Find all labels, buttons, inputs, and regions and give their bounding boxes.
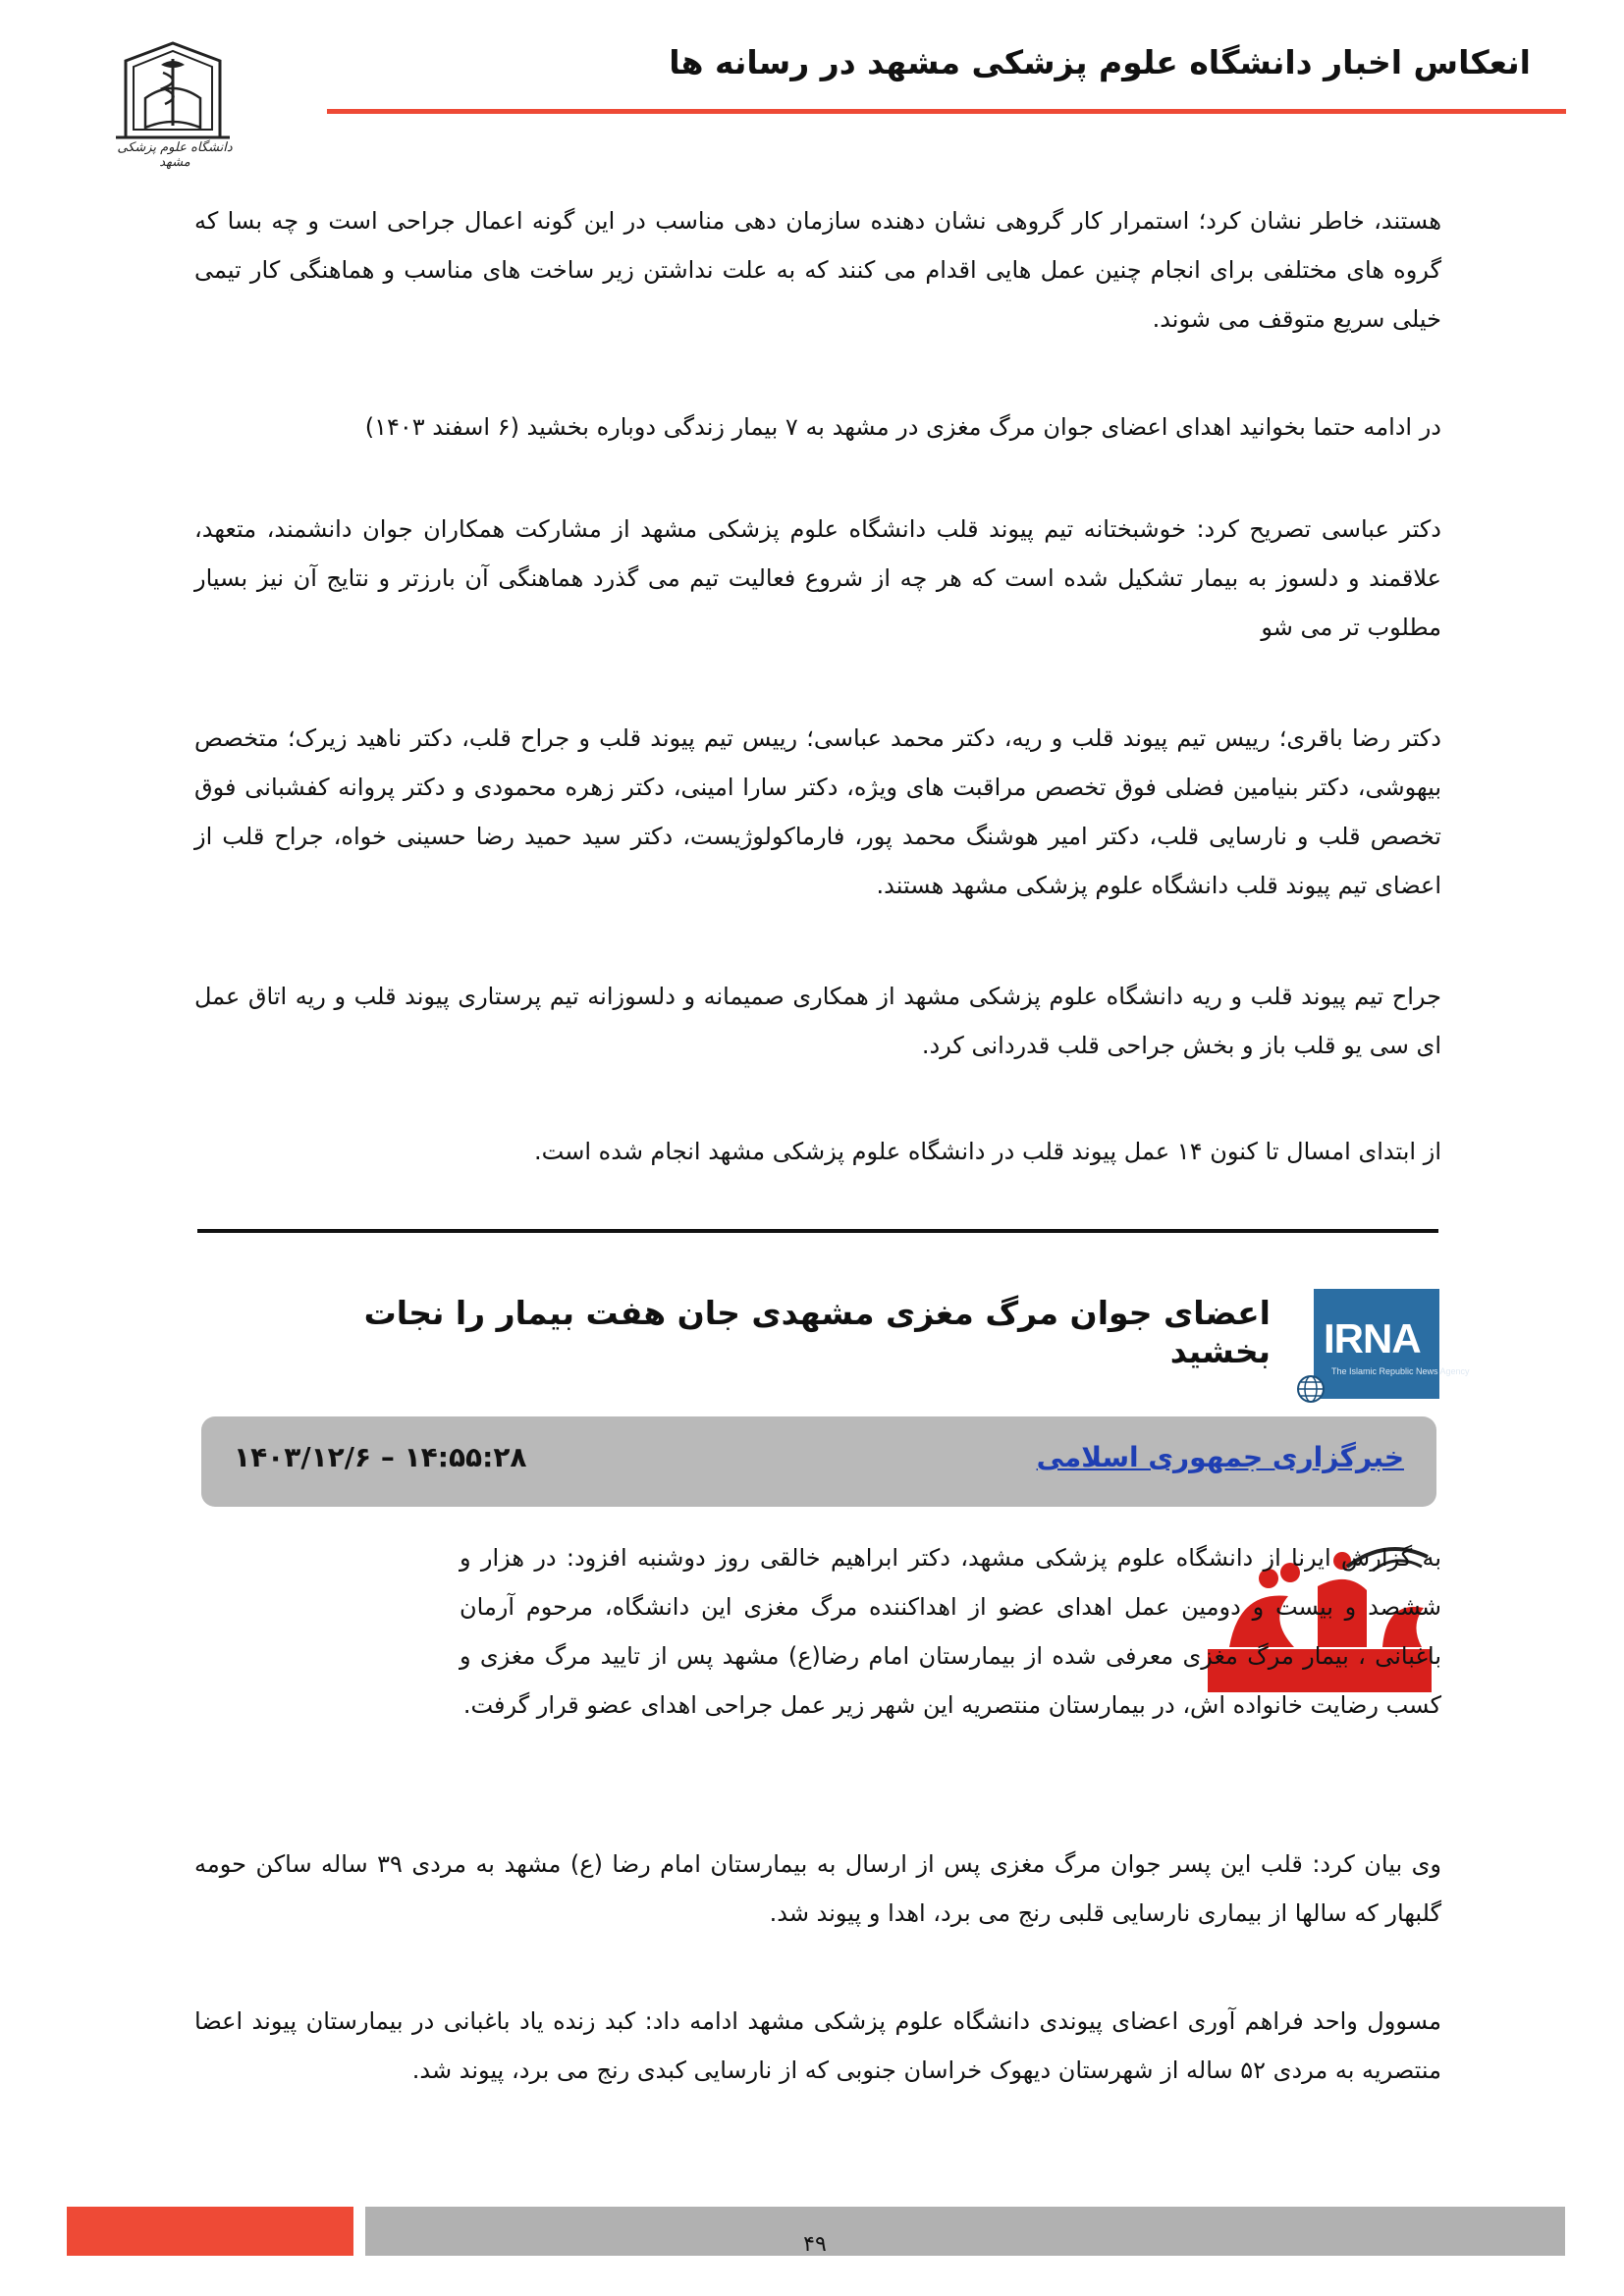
header-divider bbox=[327, 109, 1566, 114]
paragraph-4: دکتر رضا باقری؛ رییس تیم پیوند قلب و ریه، دکتر محمد عباسی؛ رییس تیم پیوند قلب و جراح قلب، دکتر ناهید زیرک؛ متخصص بیهوشی، دکتر بنیامین فضلی فوق تخصص مراقبت های ویژه، دکتر سارا امینی، دکتر زهره محمودی و دکتر پروانه کفشبانی فوق تخصص قلب و نارسایی قلب، دکتر امیر هوشنگ محمد پور، فارماکولوژیست، دکتر سید حمید رضا حسینی خواه، جراح قلب از اعضای تیم پیوند قلب دانشگاه علوم پزشکی مشهد هستند. bbox=[194, 724, 1441, 899]
article-paragraph-1: به گزارش ایرنا از دانشگاه علوم پزشکی مشهد، دکتر ابراهیم خالقی روز دوشنبه افزود: در هزار و ششصد و بیست و دومین عمل اهدای عضو از اهداکننده مرگ مغزی این دانشگاه، مرحوم آرمان باغبانی ، بیمار مرگ مغزی معرفی شده از بیمارستان امام رضا(ع) مشهد پس از تایید مرگ مغزی و کسب رضایت خانواده اش، در بیمارستان منتصریه این شهر زیر عمل جراحی اهدای عضو قرار گرفت. bbox=[460, 1544, 1441, 1719]
article-paragraph-3: مسوول واحد فراهم آوری اعضای پیوندی دانشگاه علوم پزشکی مشهد ادامه داد: کبد زنده یاد باغبانی در بیمارستان پیوند اعضا منتصریه به مردی ۵۲ ساله از شهرستان دیهوک خراسان جنوبی که از نارسایی کبدی رنج می برد، پیوند شد. bbox=[194, 2007, 1441, 2084]
footer-bar bbox=[365, 2207, 1565, 2256]
page-header-title: انعکاس اخبار دانشگاه علوم پزشکی مشهد در رسانه ها bbox=[669, 43, 1531, 81]
paragraph-6: از ابتدای امسال تا کنون ۱۴ عمل پیوند قلب در دانشگاه علوم پزشکی مشهد انجام شده است. bbox=[534, 1138, 1441, 1165]
logo-caption: دانشگاه علوم پزشکی مشهد bbox=[117, 140, 233, 170]
source-link[interactable]: خبرگزاری جمهوری اسلامی bbox=[1036, 1441, 1404, 1473]
irna-logo-text: IRNA bbox=[1324, 1315, 1421, 1362]
section-divider bbox=[197, 1229, 1438, 1233]
footer-accent-bar bbox=[67, 2207, 353, 2256]
source-datetime: ۱۴۰۳/۱۲/۶ – ۱۴:۵۵:۲۸ bbox=[234, 1441, 527, 1473]
paragraph-5: جراح تیم پیوند قلب و ریه دانشگاه علوم پزشکی مشهد از همکاری صمیمانه و دلسوزانه تیم پرستاری پیوند قلب و ریه اتاق عمل ای سی یو قلب باز و بخش جراحی قلب قدردانی کرد. bbox=[194, 983, 1441, 1059]
paragraph-2: در ادامه حتما بخوانید اهدای اعضای جوان مرگ مغزی در مشهد به ۷ بیمار زندگی دوباره بخشید (۶ اسفند ۱۴۰۳) bbox=[364, 413, 1441, 441]
page-number: ۴۹ bbox=[803, 2232, 827, 2257]
irna-logo-subtext: The Islamic Republic News Agency bbox=[1331, 1366, 1470, 1376]
paragraph-3: دکتر عباسی تصریح کرد: خوشبختانه تیم پیوند قلب دانشگاه علوم پزشکی مشهد از مشارکت همکاران جوان دانشمند، متعهد، علاقمند و دلسوز به بیمار تشکیل شده است که هر چه از شروع فعالیت تیم می گذرد هماهنگی آن بارزتر و نتایج آن نیز بسیار مطلوب تر می شو bbox=[194, 515, 1441, 641]
article-paragraph-2: وی بیان کرد: قلب این پسر جوان مرگ مغزی پس از ارسال به بیمارستان امام رضا (ع) مشهد به مردی ۳۹ ساله ساکن حومه گلبهار که سالها از بیماری نارسایی قلبی رنج می برد، اهدا و پیوند شد. bbox=[194, 1850, 1441, 1927]
article-title: اعضای جوان مرگ مغزی مشهدی جان هفت بیمار را نجات بخشید bbox=[363, 1294, 1271, 1370]
globe-icon bbox=[1296, 1374, 1326, 1404]
paragraph-1: هستند، خاطر نشان کرد؛ استمرار کار گروهی نشان دهنده سازمان دهی مناسب در این گونه اعمال جراحی است و چه بسا که گروه های مختلفی برای انجام چنین عمل هایی اقدام می کنند که به علت نداشتن زیر ساخت های مناسب و هماهنگی کار تیمی خیلی سریع متوقف می شوند. bbox=[194, 207, 1441, 333]
